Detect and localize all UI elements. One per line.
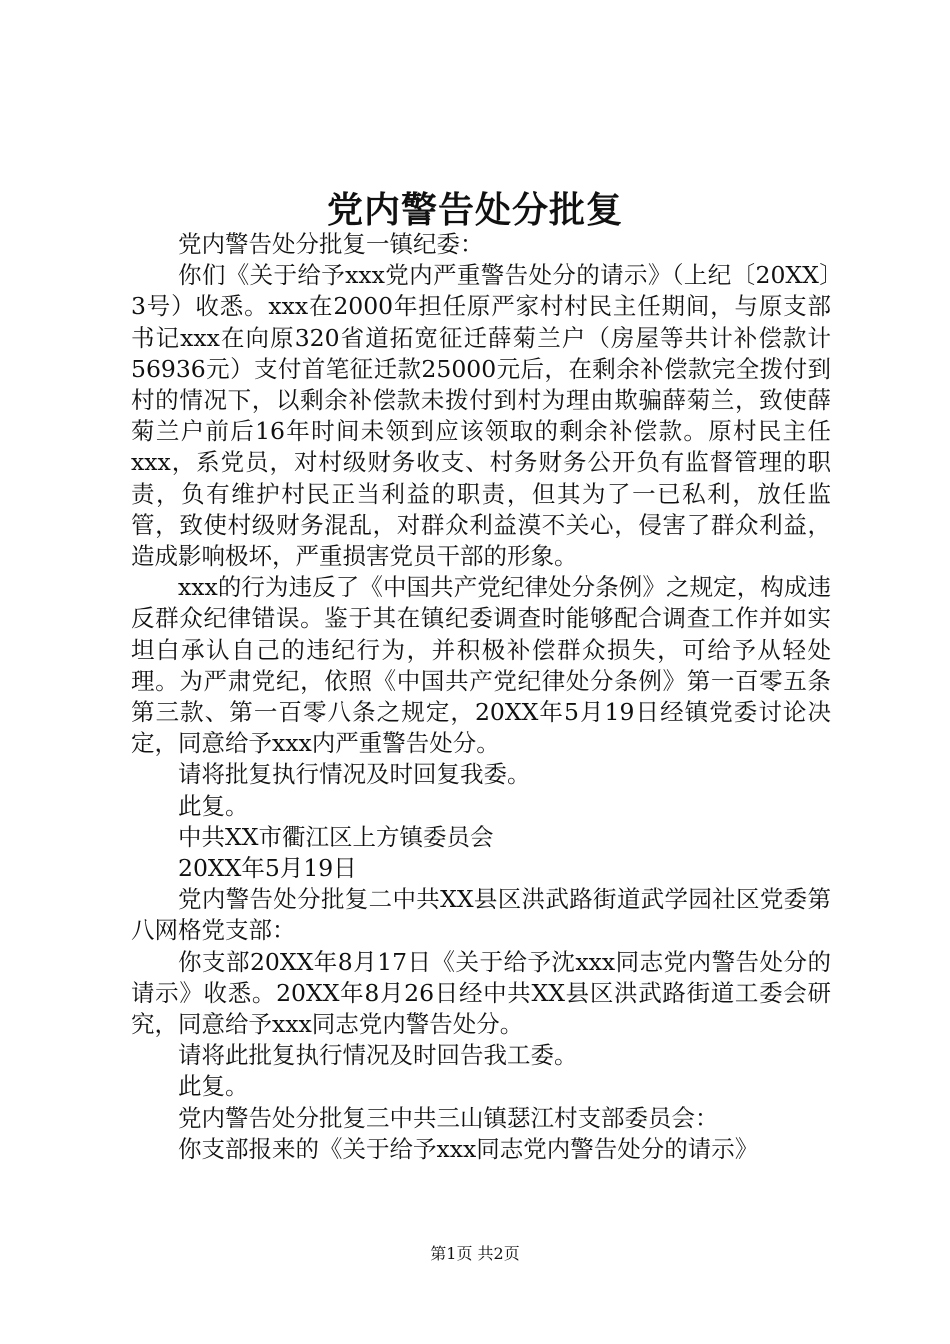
paragraph: 你们《关于给予xxx党内严重警告处分的请示》（上纪〔20XX〕3号）收悉。xxx在2000年担任原严家村村民主任期间，与原支部书记xxx在向原320省道拓宽征迁薛菊兰户（房屋等共计补偿款计56936元）支付首笔征迁款25000元后，在剩余补偿款完全拨付到村的情况下，以剩余补偿款未拨付到村为理由欺骗薛菊兰，致使薛菊兰户前后16年时间未领到应该领取的剩余补偿款。原村民主任xxx，系党员，对村级财务收支、村务财务公开负有监督管理的职责，负有维护村民正当利益的职责，但其为了一已私利，放任监管，致使村级财务混乱，对群众利益漠不关心，侵害了群众利益，造成影响极坏，严重损害党员干部的形象。: [131, 261, 831, 571]
page-footer: 第1页 共2页: [430, 1244, 520, 1263]
paragraph: 请将批复执行情况及时回复我委。: [178, 760, 531, 789]
paragraph: 你支部20XX年8月17日《关于给予沈xxx同志党内警告处分的请示》收悉。20XX年8月26日经中共XX县区洪武路街道工委会研究，同意给予xxx同志党内警告处分。: [131, 947, 831, 1039]
paragraph: 党内警告处分批复二中共XX县区洪武路街道武学园社区党委第八网格党支部：: [131, 885, 831, 945]
paragraph: 党内警告处分批复三中共三山镇瑟江村支部委员会：: [178, 1103, 719, 1132]
paragraph: 中共XX市衢江区上方镇委员会: [178, 822, 494, 851]
paragraph: 此复。: [178, 791, 249, 820]
paragraph: 此复。: [178, 1072, 249, 1101]
paragraph: xxx的行为违反了《中国共产党纪律处分条例》之规定，构成违反群众纪律错误。鉴于其在镇纪委调查时能够配合调查工作并如实坦白承认自己的违纪行为，并积极补偿群众损失，可给予从轻处理。为严肃党纪，依照《中国共产党纪律处分条例》第一百零五条第三款、第一百零八条之规定，20XX年5月19日经镇党委讨论决定，同意给予xxx内严重警告处分。: [131, 573, 831, 758]
paragraph: 20XX年5月19日: [178, 854, 357, 883]
document-title: 党内警告处分批复: [326, 189, 623, 231]
paragraph: 你支部报来的《关于给予xxx同志党内警告处分的请示》: [178, 1134, 759, 1163]
paragraph: 请将此批复执行情况及时回告我工委。: [178, 1041, 578, 1070]
document-body: [131, 229, 831, 1165]
paragraph: 党内警告处分批复一镇纪委：: [178, 230, 484, 258]
